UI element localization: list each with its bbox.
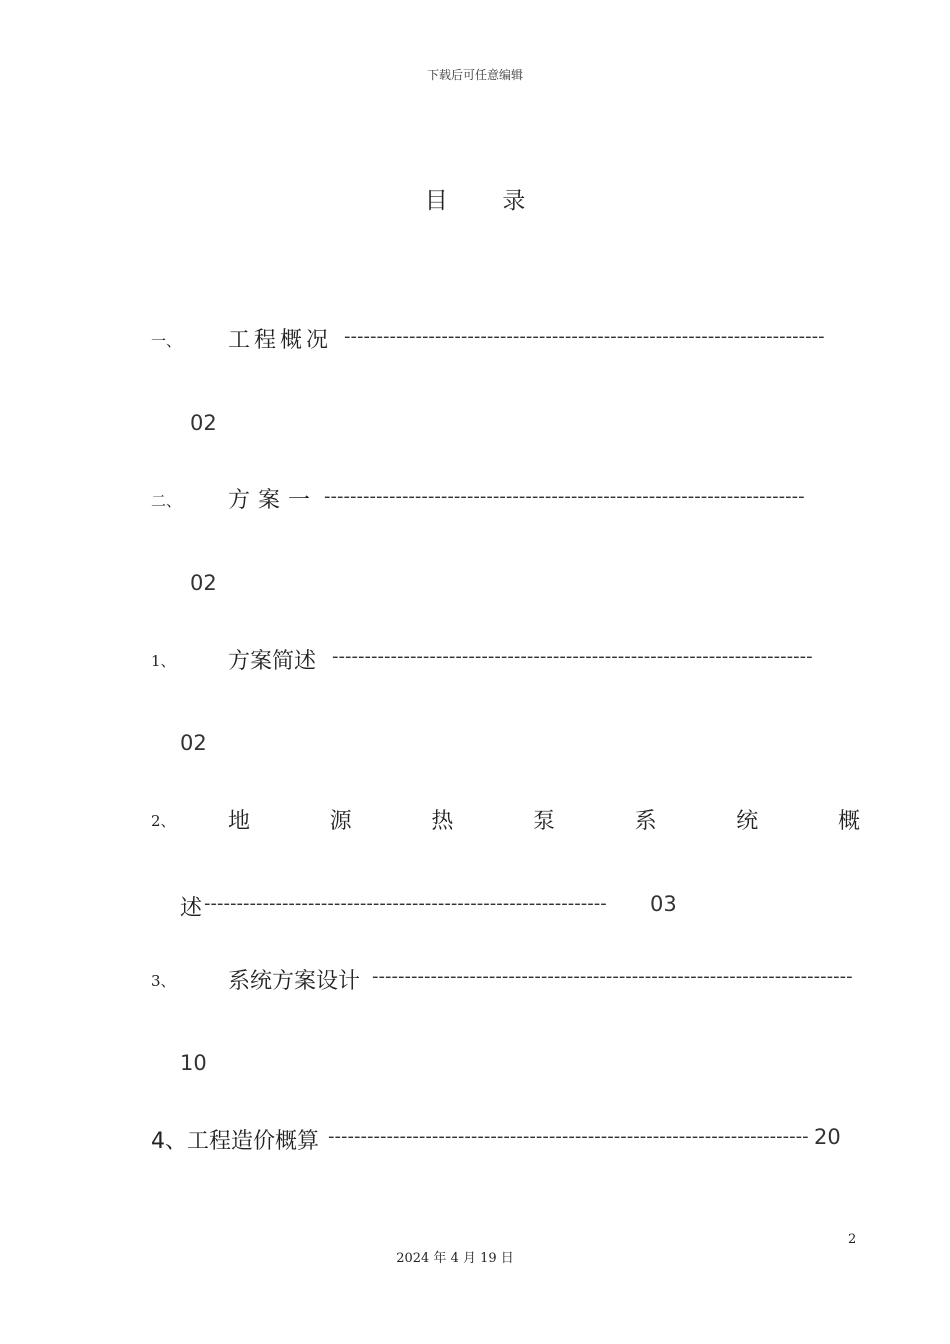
toc-item-4-char: 统 — [736, 809, 759, 834]
toc-item-5-label[interactable]: 系统方案设计 — [228, 969, 361, 994]
toc-item-5-number: 3、 — [151, 972, 176, 990]
toc-item-2-number: 二、 — [151, 492, 182, 510]
toc-item-6-page: 20 — [814, 1125, 841, 1149]
toc-item-2-leader: -------------------------------------------------------------------------- — [324, 486, 805, 507]
toc-item-4-page: 03 — [650, 892, 677, 916]
toc-item-4-leader: -------------------------------------------------------------- — [204, 893, 607, 914]
header-note: 下载后可任意编辑 — [426, 68, 523, 82]
toc-item-4-char: 地 — [228, 809, 251, 834]
toc-item-3-leader: -------------------------------------------------------------------------- — [332, 646, 813, 667]
toc-item-1-leader: -------------------------------------------------------------------------- — [344, 326, 825, 347]
toc-item-2-page: 02 — [190, 571, 217, 595]
toc-item-6-label[interactable]: 4、工程造价概算 — [151, 1129, 319, 1154]
page-title — [0, 182, 950, 215]
toc-item-2-label[interactable]: 方案一 — [228, 488, 319, 513]
toc-item-4-char: 概 — [837, 809, 860, 834]
toc-item-5-leader: -------------------------------------------------------------------------- — [372, 966, 853, 987]
page-number: 2 — [848, 1232, 857, 1247]
toc-item-3-number: 1、 — [151, 652, 176, 670]
toc-item-4-continuation: 述 — [180, 896, 203, 921]
toc-item-3-label[interactable]: 方案简述 — [228, 649, 317, 674]
toc-item-4-char: 系 — [634, 809, 657, 834]
toc-item-6-leader: -------------------------------------------------------------------------- — [328, 1126, 809, 1147]
toc-item-4-char: 热 — [431, 809, 454, 834]
footer-date: 2024 年 4 月 19 日 — [396, 1251, 514, 1266]
toc-item-1-label[interactable]: 工程概况 — [228, 328, 333, 353]
title-char-1: 目 — [424, 188, 448, 214]
toc-item-4-char: 源 — [329, 809, 352, 834]
toc-item-3-page: 02 — [180, 731, 207, 755]
toc-item-4-number: 2、 — [151, 812, 176, 830]
toc-item-1-page: 02 — [190, 411, 217, 435]
toc-item-1-number: 一、 — [151, 332, 182, 350]
toc-item-4-char: 泵 — [532, 809, 555, 834]
toc-item-5-page: 10 — [180, 1051, 207, 1075]
toc-item-4-label[interactable] — [228, 804, 860, 835]
title-char-2: 录 — [502, 188, 526, 214]
